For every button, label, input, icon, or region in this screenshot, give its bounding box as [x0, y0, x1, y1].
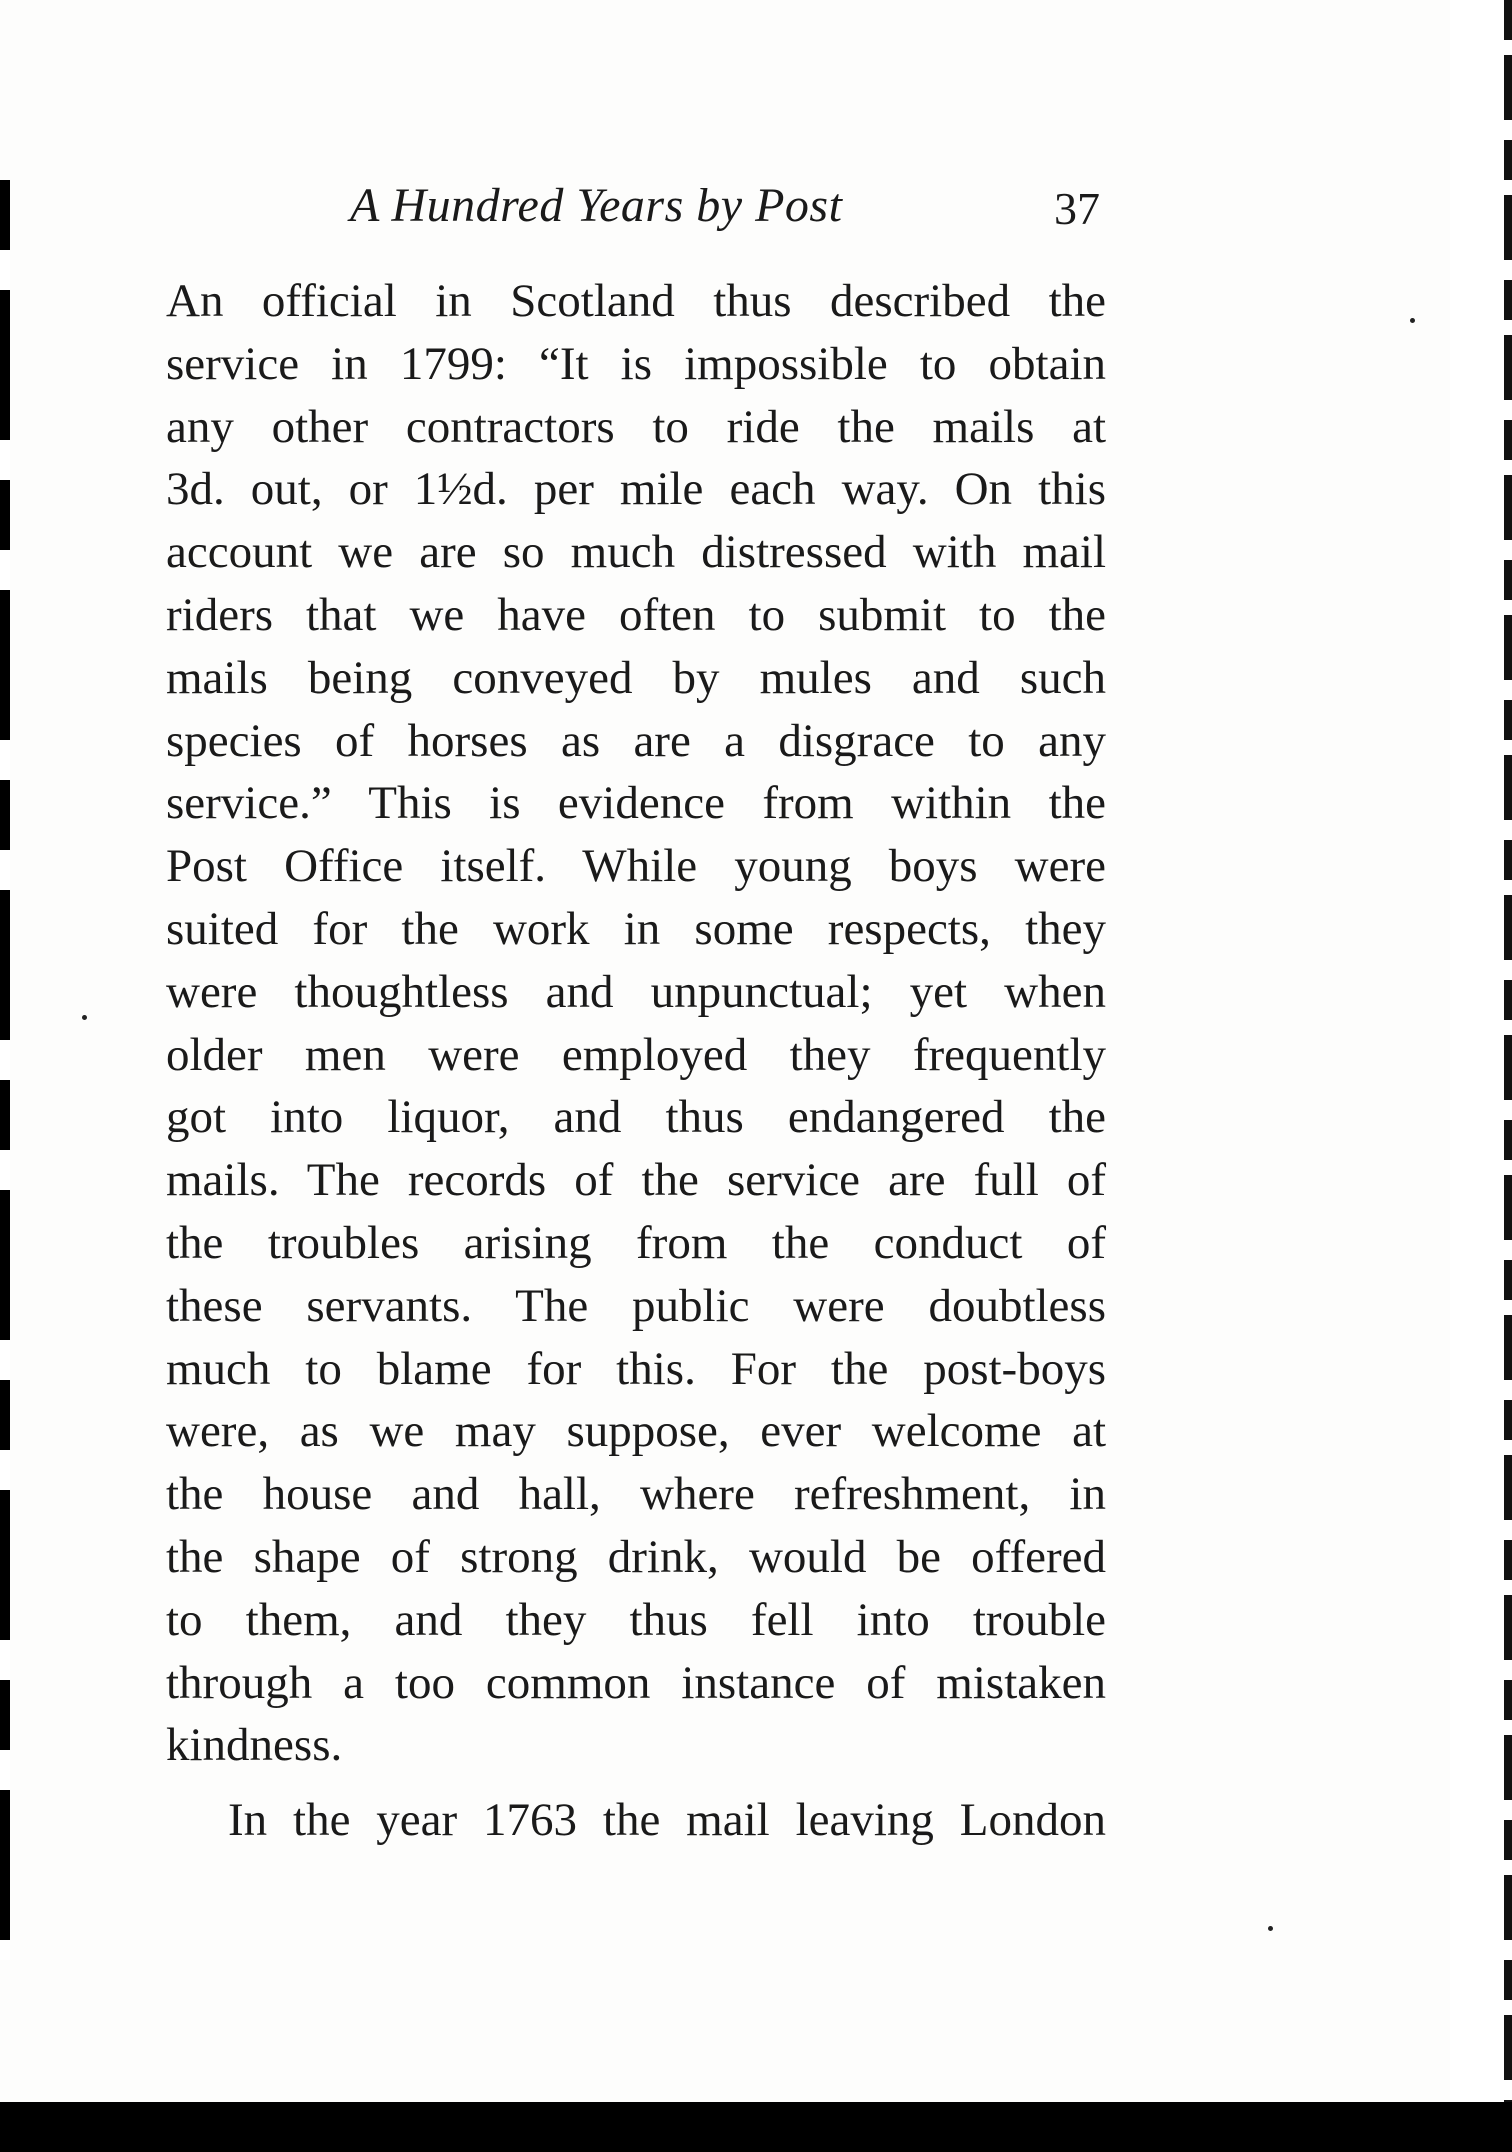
- scan-speck: [1410, 318, 1415, 323]
- text-line: the troubles arising from the conduct of: [166, 1216, 1106, 1269]
- page-number: 37: [1054, 183, 1100, 234]
- text-line: mails. The records of the service are full of: [166, 1154, 1106, 1207]
- text-line: these servants. The public were doubtless: [166, 1279, 1106, 1332]
- scan-speck: [82, 1015, 87, 1020]
- text-line: 3d. out, or 1½d. per mile each way. On this: [166, 463, 1106, 516]
- running-title: A Hundred Years by Post: [350, 179, 843, 232]
- text-line: got into liquor, and thus endangered the: [166, 1091, 1106, 1144]
- text-line: account we are so much distressed with mail: [166, 526, 1106, 579]
- scan-left-edge: [0, 180, 10, 1960]
- scan-right-edge: [1450, 0, 1512, 2152]
- scan-bottom-edge: [0, 2102, 1512, 2152]
- text-line: any other contractors to ride the mails at: [166, 400, 1106, 453]
- paragraph-gap: [166, 1777, 1106, 1789]
- text-line: riders that we have often to submit to the: [166, 588, 1106, 641]
- text-line: service in 1799: “It is impossible to obtain: [166, 337, 1106, 390]
- text-line: Post Office itself. While young boys were: [166, 840, 1106, 893]
- text-line: kindness.: [166, 1719, 343, 1772]
- body-text: [166, 270, 1106, 1852]
- text-line: species of horses as are a disgrace to any: [166, 714, 1106, 767]
- text-line: the house and hall, where refreshment, in: [166, 1468, 1106, 1521]
- text-line: older men were employed they frequently: [166, 1028, 1106, 1081]
- scan-speck: [1268, 1926, 1273, 1931]
- text-line: were, as we may suppose, ever welcome at: [166, 1405, 1106, 1458]
- text-line: In the year 1763 the mail leaving London: [228, 1794, 1106, 1847]
- text-line: the shape of strong drink, would be offered: [166, 1530, 1106, 1583]
- text-line: mails being conveyed by mules and such: [166, 651, 1106, 704]
- paragraph-2: [166, 1789, 1106, 1852]
- text-line: service.” This is evidence from within the: [166, 777, 1106, 830]
- text-line: much to blame for this. For the post-boys: [166, 1342, 1106, 1395]
- page-header: [340, 178, 1100, 238]
- text-line: to them, and they thus fell into trouble: [166, 1593, 1106, 1646]
- text-line: were thoughtless and unpunctual; yet when: [166, 965, 1106, 1018]
- paragraph-1: [166, 270, 1106, 1777]
- text-line: through a too common instance of mistaken: [166, 1656, 1106, 1709]
- text-line: suited for the work in some respects, they: [166, 902, 1106, 955]
- text-line: An official in Scotland thus described the: [166, 275, 1106, 327]
